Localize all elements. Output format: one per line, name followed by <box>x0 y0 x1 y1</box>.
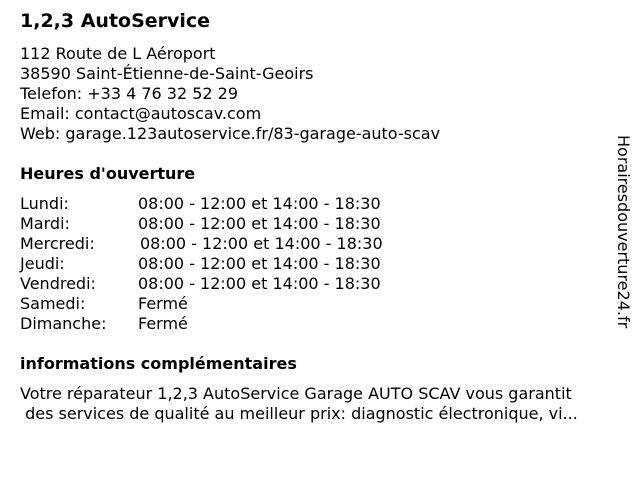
hours-row-day: Jeudi: <box>20 254 65 273</box>
phone-line: Telefon: +33 4 76 32 52 29 <box>20 84 239 103</box>
hours-heading: Heures d'ouverture <box>20 164 196 183</box>
hours-row-time: 08:00 - 12:00 et 14:00 - 18:30 <box>138 194 381 213</box>
hours-row-time: Fermé <box>138 314 188 333</box>
description-line: des services de qualité au meilleur prix: diagnostic électronique, vi... <box>20 404 578 423</box>
hours-row-day: Lundi: <box>20 194 69 213</box>
address-city: 38590 Saint-Étienne-de-Saint-Geoirs <box>20 64 314 83</box>
business-name: 1,2,3 AutoService <box>20 10 211 32</box>
hours-row-day: Dimanche: <box>20 314 107 333</box>
hours-row-day: Mercredi: <box>20 234 95 253</box>
watermark-text: Horairesdouverture24.fr <box>614 135 633 329</box>
hours-row-day: Mardi: <box>20 214 70 233</box>
hours-row-time: 08:00 - 12:00 et 14:00 - 18:30 <box>138 274 381 293</box>
hours-row-time: Fermé <box>138 294 188 313</box>
email-line: Email: contact@autoscav.com <box>20 104 262 123</box>
hours-row-time: 08:00 - 12:00 et 14:00 - 18:30 <box>140 234 383 253</box>
watermark-sidebar <box>612 135 636 345</box>
web-line: Web: garage.123autoservice.fr/83-garage-auto-scav <box>20 124 441 143</box>
info-heading: informations complémentaires <box>20 354 297 373</box>
hours-row-time: 08:00 - 12:00 et 14:00 - 18:30 <box>138 254 381 273</box>
hours-row-day: Samedi: <box>20 294 86 313</box>
hours-row-day: Vendredi: <box>20 274 96 293</box>
hours-row-time: 08:00 - 12:00 et 14:00 - 18:30 <box>138 214 381 233</box>
description-line: Votre réparateur 1,2,3 AutoService Garage AUTO SCAV vous garantit <box>20 384 572 403</box>
address-street: 112 Route de L Aéroport <box>20 44 216 63</box>
